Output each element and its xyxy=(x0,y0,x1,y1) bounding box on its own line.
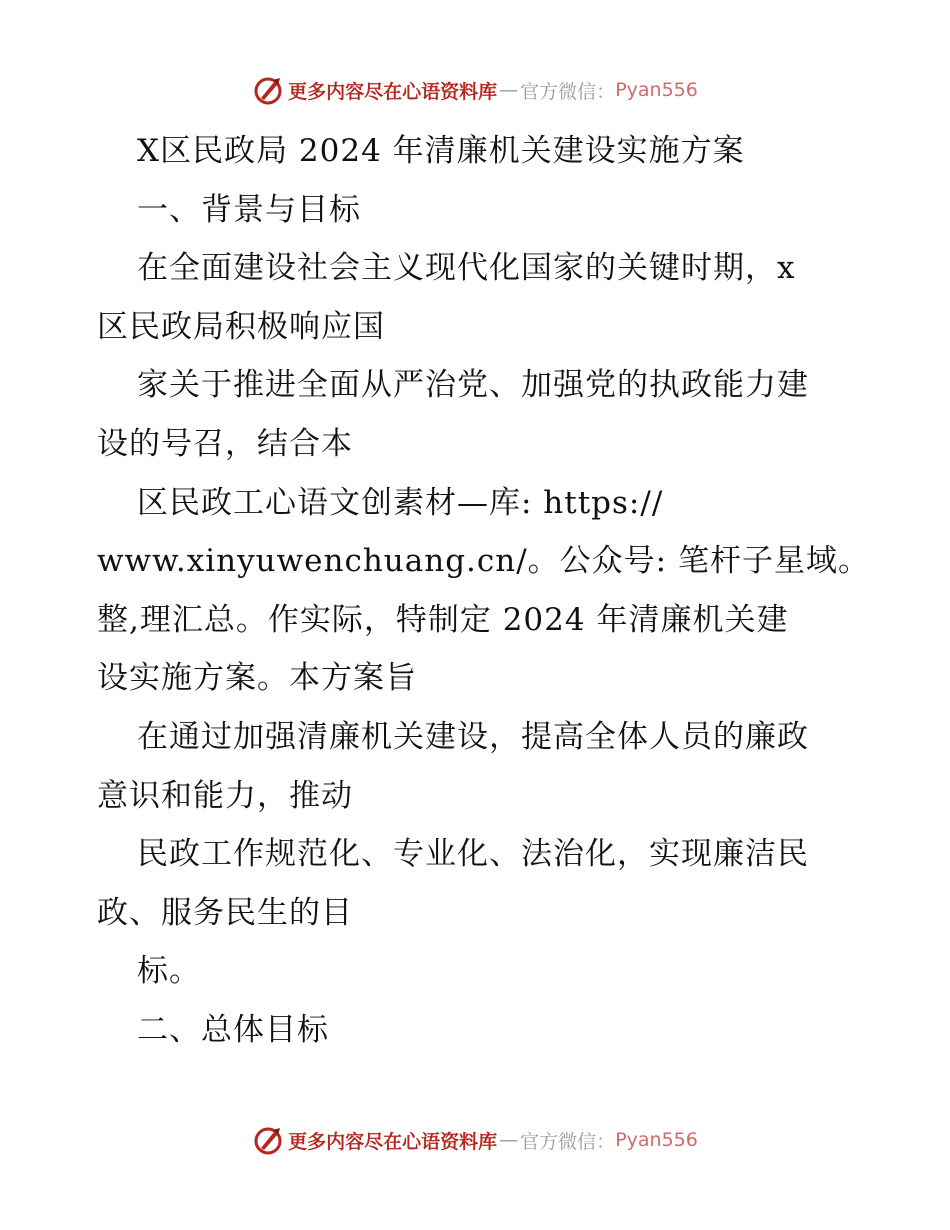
document-line: 设的号召，结合本 xyxy=(97,425,353,462)
document-line: 设实施方案。本方案旨 xyxy=(97,660,417,697)
banner-title: 更多内容尽在心语资料库 xyxy=(288,80,498,103)
footer-banner xyxy=(0,1120,950,1160)
quill-logo-icon xyxy=(252,74,284,106)
banner-title: 更多内容尽在心语资料库 xyxy=(288,1130,498,1153)
document-line: 政、服务民生的目 xyxy=(97,894,353,931)
header-banner xyxy=(0,70,950,110)
banner-dash: — xyxy=(499,1129,519,1151)
banner-contact-label: 官方微信： xyxy=(520,80,616,103)
document-body xyxy=(97,122,870,1060)
document-line: 意识和能力，推动 xyxy=(97,777,353,814)
document-line: 区民政局积极响应国 xyxy=(97,308,385,345)
document-line: 民政工作规范化、专业化、法治化，实现廉洁民 xyxy=(137,836,809,873)
document-line: 在通过加强清廉机关建设，提高全体人员的廉政 xyxy=(137,718,809,755)
banner-dash: — xyxy=(499,79,519,101)
banner-wechat-id: Pyan556 xyxy=(615,79,698,101)
document-line: X区民政局 2024 年清廉机关建设实施方案 xyxy=(137,133,745,169)
document-line: 在全面建设社会主义现代化国家的关键时期，x xyxy=(137,250,796,287)
banner-contact-label: 官方微信： xyxy=(520,1130,616,1153)
document-line: 区民政工心语文创素材—库: https:// xyxy=(137,484,664,521)
document-line: 家关于推进全面从严治党、加强党的执政能力建 xyxy=(137,367,809,404)
quill-logo-icon xyxy=(252,1124,284,1156)
document-line: 标。 xyxy=(137,953,201,990)
document-line: 一、背景与目标 xyxy=(137,191,361,228)
document-line: www.xinyuwenchuang.cn/。公众号: 笔杆子星域。 xyxy=(97,543,870,580)
document-line: 二、总体目标 xyxy=(137,1011,329,1048)
document-line: 整,理汇总。作实际，特制定 2024 年清廉机关建 xyxy=(97,601,789,638)
banner-wechat-id: Pyan556 xyxy=(615,1129,698,1151)
